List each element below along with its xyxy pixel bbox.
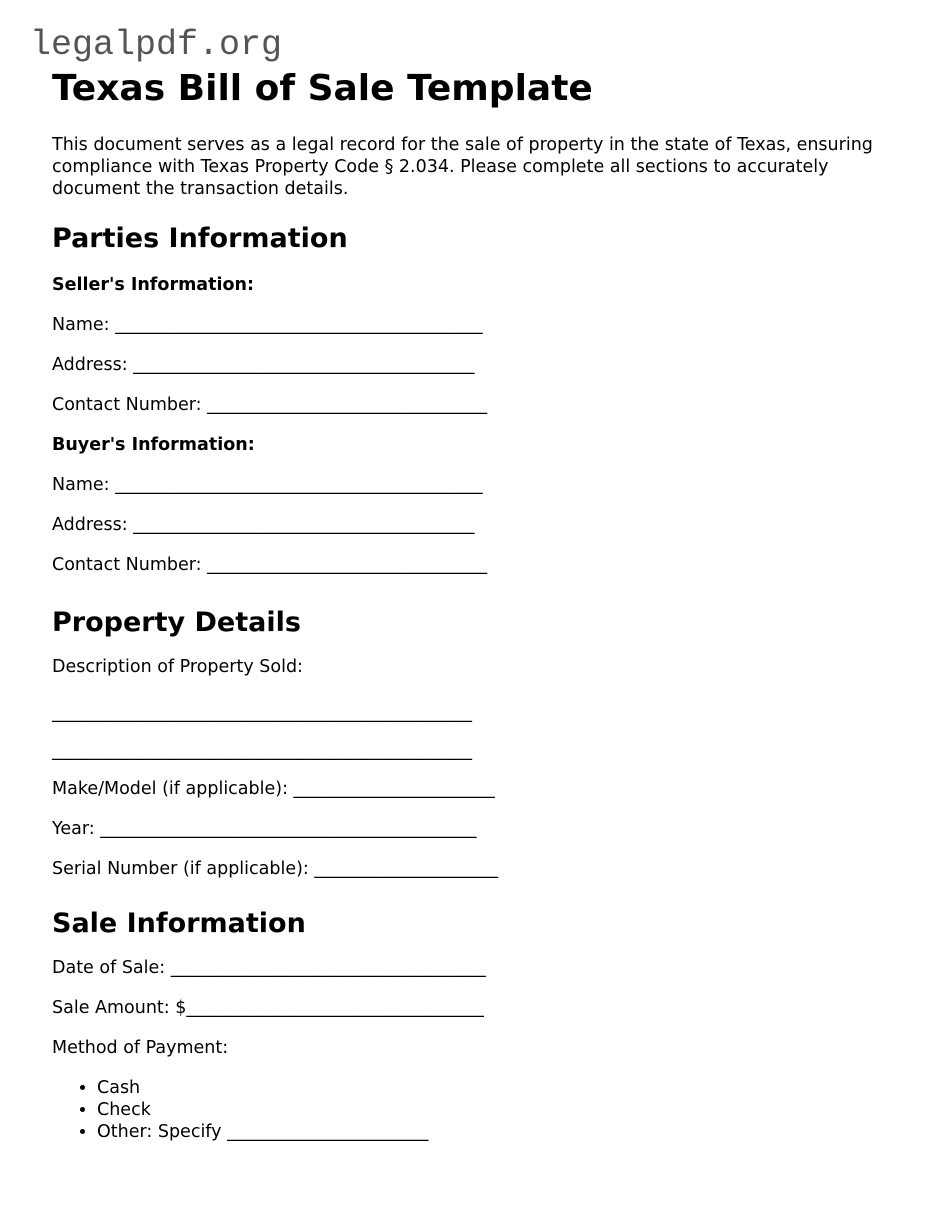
buyer-name-field: Name: __________________________________________ bbox=[52, 475, 483, 495]
seller-name-field: Name: __________________________________________ bbox=[52, 315, 483, 335]
buyer-contact-field: Contact Number: ________________________________ bbox=[52, 555, 488, 575]
seller-address-field: Address: _______________________________________ bbox=[52, 355, 475, 375]
seller-contact-field: Contact Number: ________________________________ bbox=[52, 395, 488, 415]
sale-date-field: Date of Sale: ____________________________________ bbox=[52, 958, 486, 978]
document-body bbox=[52, 68, 892, 1143]
payment-method-label: Method of Payment: bbox=[52, 1038, 229, 1058]
sale-amount-field: Sale Amount: $__________________________________ bbox=[52, 998, 484, 1018]
watermark-logo: legalpdf.org bbox=[30, 25, 283, 65]
payment-option-cash: • Cash bbox=[97, 1077, 892, 1099]
make-model-field: Make/Model (if applicable): _______________________ bbox=[52, 779, 495, 799]
sale-heading: Sale Information bbox=[52, 908, 306, 939]
property-heading: Property Details bbox=[52, 607, 301, 638]
serial-number-field: Serial Number (if applicable): _____________________ bbox=[52, 859, 499, 879]
payment-option-check: • Check bbox=[97, 1099, 892, 1121]
parties-heading: Parties Information bbox=[52, 223, 348, 254]
document-title: Texas Bill of Sale Template bbox=[52, 68, 593, 109]
year-field: Year: ___________________________________________ bbox=[52, 819, 477, 839]
payment-option-other: • Other: Specify _______________________ bbox=[97, 1121, 892, 1143]
intro-paragraph: This document serves as a legal record for the sale of property in the state of Texas, ensuring compliance with Texas Property Code § 2.034. Please complete all sections to accurately document the transaction details. bbox=[52, 135, 873, 199]
buyer-heading: Buyer's Information: bbox=[52, 435, 255, 455]
buyer-address-field: Address: _______________________________________ bbox=[52, 515, 475, 535]
seller-heading: Seller's Information: bbox=[52, 275, 254, 295]
property-description-line-1: ________________________________________________ bbox=[52, 703, 472, 723]
property-description-line-2: ________________________________________________ bbox=[52, 741, 472, 761]
payment-method-list bbox=[52, 1077, 892, 1143]
property-description-label: Description of Property Sold: bbox=[52, 657, 303, 677]
